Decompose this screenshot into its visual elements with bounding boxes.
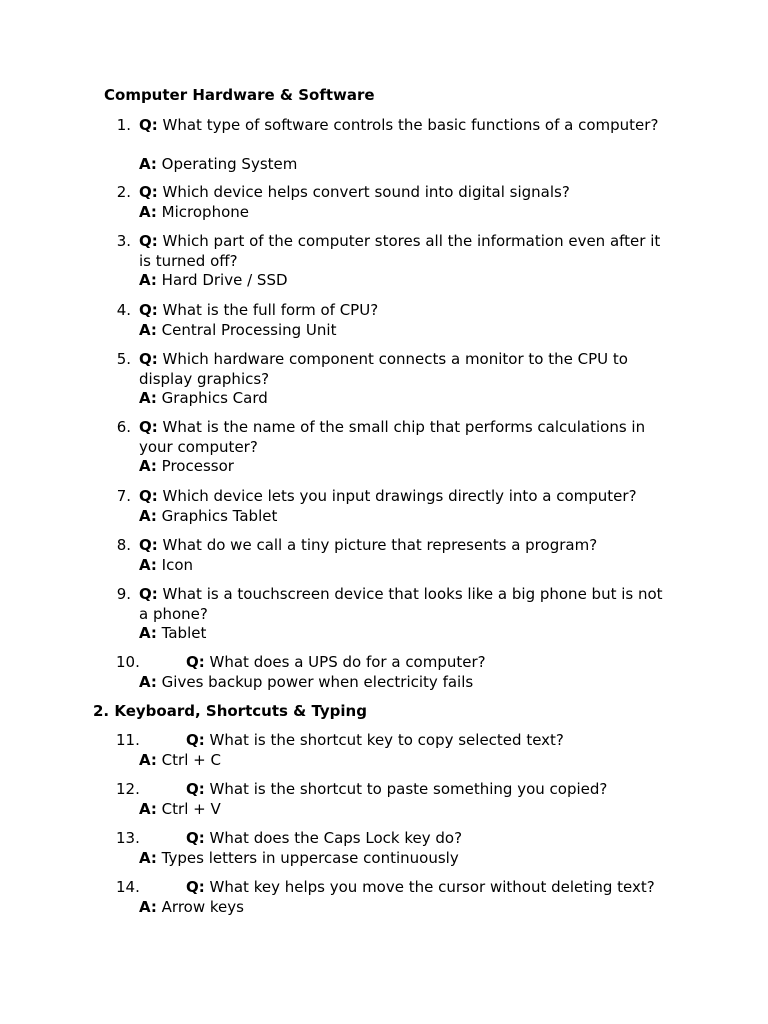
question: Q: What is the name of the small chip that performs calculations in your computer? <box>139 418 646 456</box>
question: Q: What is the shortcut key to copy selected text? <box>186 731 564 749</box>
answer: A: Types letters in uppercase continuously <box>139 849 459 867</box>
answer: A: Icon <box>139 556 194 574</box>
answer: A: Central Processing Unit <box>139 321 337 339</box>
item-number: 11. <box>116 731 140 749</box>
item-number: 10. <box>116 653 140 671</box>
item-number: 5. <box>116 350 131 368</box>
question: Q: Which device helps convert sound into digital signals? <box>139 183 570 201</box>
item-number: 6. <box>116 418 131 436</box>
answer: A: Arrow keys <box>139 898 244 916</box>
answer: A: Operating System <box>139 155 298 173</box>
question: Q: What does the Caps Lock key do? <box>186 829 463 847</box>
answer: A: Ctrl + V <box>139 800 221 818</box>
item-number: 1. <box>116 116 131 134</box>
question: Q: What is the full form of CPU? <box>139 301 379 319</box>
answer: A: Gives backup power when electricity fails <box>139 673 474 691</box>
section-heading-keyboard: 2. Keyboard, Shortcuts & Typing <box>93 702 367 720</box>
item-number: 12. <box>116 780 140 798</box>
answer: A: Tablet <box>139 624 207 642</box>
question: Q: Which hardware component connects a monitor to the CPU to display graphics? <box>139 350 628 388</box>
item-number: 2. <box>116 183 131 201</box>
question: Q: Which part of the computer stores all the information even after it is turned off? <box>139 232 661 270</box>
answer: A: Ctrl + C <box>139 751 221 769</box>
question: Q: What is the shortcut to paste something you copied? <box>186 780 608 798</box>
question: Q: What do we call a tiny picture that represents a program? <box>139 536 598 554</box>
answer: A: Processor <box>139 457 234 475</box>
answer: A: Hard Drive / SSD <box>139 271 288 289</box>
answer: A: Graphics Card <box>139 389 268 407</box>
answer: A: Graphics Tablet <box>139 507 278 525</box>
item-number: 9. <box>116 585 131 603</box>
item-number: 8. <box>116 536 131 554</box>
question: Q: What type of software controls the basic functions of a computer? <box>139 116 659 134</box>
section-heading-hardware: Computer Hardware & Software <box>104 86 375 104</box>
item-number: 7. <box>116 487 131 505</box>
question: Q: What does a UPS do for a computer? <box>186 653 486 671</box>
answer: A: Microphone <box>139 203 249 221</box>
question: Q: Which device lets you input drawings directly into a computer? <box>139 487 637 505</box>
item-number: 3. <box>116 232 131 250</box>
question: Q: What is a touchscreen device that looks like a big phone but is not a phone? <box>139 585 663 623</box>
item-number: 14. <box>116 878 140 896</box>
item-number: 4. <box>116 301 131 319</box>
item-number: 13. <box>116 829 140 847</box>
question: Q: What key helps you move the cursor without deleting text? <box>186 878 655 896</box>
